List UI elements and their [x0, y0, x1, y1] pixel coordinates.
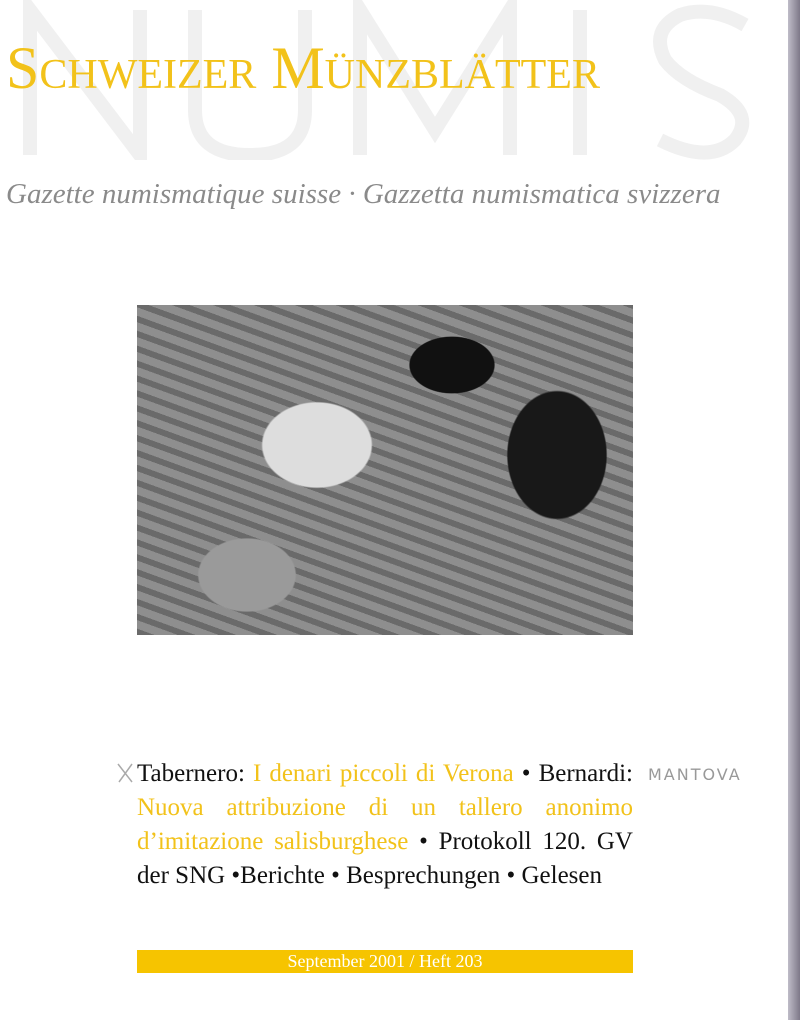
article-title: I denari piccoli di Verona: [252, 760, 514, 787]
issue-bar: September 2001 / Heft 203: [137, 950, 633, 973]
other-contents: Protokoll 120. GV der SNG •Berichte • Besprechungen • Gelesen: [137, 828, 633, 889]
article-title: Nuova attribuzione di un tallero anonimo d’imitazione salisburghese: [137, 794, 633, 855]
magazine-title: Schweizer Münzblätter: [6, 35, 600, 101]
page-edge: [788, 0, 800, 1020]
magazine-subtitle: Gazette numismatique suisse · Gazzetta numismatica svizzera: [6, 178, 721, 210]
handwritten-note: MANTOVA: [648, 765, 742, 784]
article-author: Bernardi:: [538, 760, 633, 787]
cover-photo: [137, 305, 633, 635]
separator: •: [513, 760, 539, 787]
separator: •: [408, 828, 439, 855]
article-author: Tabernero:: [137, 760, 245, 787]
contents-list: [137, 757, 633, 893]
handwritten-mark: [116, 762, 134, 784]
